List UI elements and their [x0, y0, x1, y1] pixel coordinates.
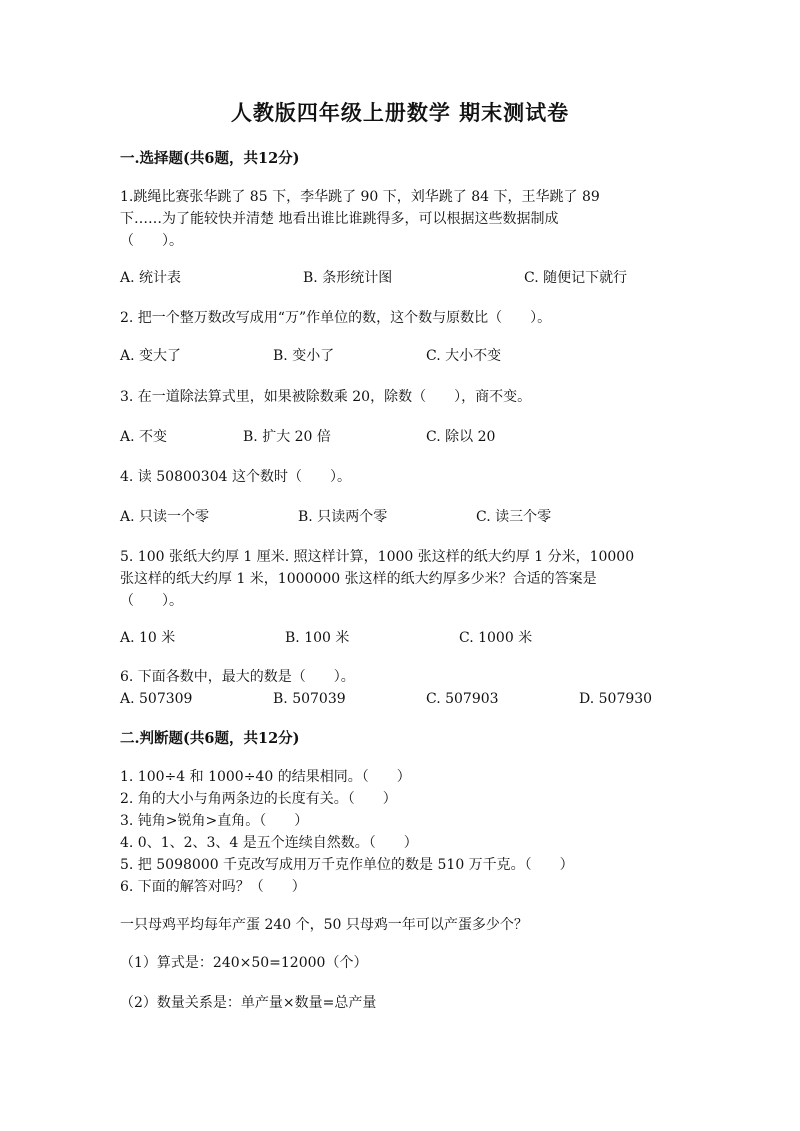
q4-option-c: C. 读三个零	[476, 509, 552, 525]
q1-line1: 1.跳绳比赛张华跳了 85 下，李华跳了 90 下，刘华跳了 84 下，王华跳了 89	[120, 189, 600, 205]
solution-step-1: （1）算式是：240×50=12000（个）	[120, 955, 368, 971]
judge-item-5: 5. 把 5098000 千克改写成用万千克作单位的数是 510 万千克。（ ）	[120, 857, 574, 873]
judge-item-6: 6. 下面的解答对吗？（ ）	[120, 879, 306, 895]
q5-line2: 张这样的纸大约厚 1 米，1000000 张这样的纸大约厚多少米？合适的答案是	[120, 571, 597, 587]
q2-line1: 2. 把一个整万数改写成用“万”作单位的数，这个数与原数比（ ）。	[120, 310, 552, 326]
section2-heading: 二.判断题(共6题，共12分)	[120, 730, 300, 747]
judge-item-1: 1. 100÷4 和 1000÷40 的结果相同。（ ）	[120, 769, 411, 785]
judge-item-2: 2. 角的大小与角两条边的长度有关。（ ）	[120, 791, 397, 807]
q2-option-c: C. 大小不变	[426, 348, 502, 364]
q1-line3: （ ）。	[120, 233, 183, 249]
q3-line1: 3. 在一道除法算式里，如果被除数乘 20，除数（ ），商不变。	[120, 389, 532, 405]
q4-option-b: B. 只读两个零	[298, 509, 388, 525]
section1-heading: 一.选择题(共6题，共12分)	[120, 150, 300, 167]
q5-line1: 5. 100 张纸大约厚 1 厘米. 照这样计算，1000 张这样的纸大约厚 1 分米，10000	[120, 549, 635, 565]
q5-line3: （ ）。	[120, 593, 183, 609]
q1-option-b: B. 条形统计图	[303, 270, 393, 286]
judge-item-3: 3. 钝角>锐角>直角。（ ）	[120, 813, 309, 829]
q1-line2: 下……为了能较快并清楚 地看出谁比谁跳得多，可以根据这些数据制成	[120, 211, 559, 227]
judge-item-4: 4. 0、1、2、3、4 是五个连续自然数。（ ）	[120, 835, 418, 851]
q3-option-b: B. 扩大 20 倍	[243, 429, 331, 445]
word-problem: 一只母鸡平均每年产蛋 240 个，50 只母鸡一年可以产蛋多少个？	[120, 917, 528, 933]
q6-option-a: A. 507309	[120, 691, 193, 707]
q2-option-a: A. 变大了	[120, 348, 182, 364]
q4-line1: 4. 读 50800304 这个数时（ ）。	[120, 469, 351, 485]
page-title: 人教版四年级上册数学 期末测试卷	[230, 100, 570, 125]
q5-option-a: A. 10 米	[120, 630, 176, 646]
q3-option-c: C. 除以 20	[426, 429, 496, 445]
q4-option-a: A. 只读一个零	[120, 509, 210, 525]
q6-option-c: C. 507903	[426, 691, 499, 707]
q5-option-b: B. 100 米	[285, 630, 350, 646]
q2-option-b: B. 变小了	[273, 348, 335, 364]
q5-option-c: C. 1000 米	[459, 630, 533, 646]
q6-line1: 6. 下面各数中，最大的数是（ ）。	[120, 669, 355, 685]
q3-option-a: A. 不变	[120, 429, 168, 445]
solution-step-2: （2）数量关系是：单产量×数量=总产量	[120, 995, 377, 1011]
q1-option-a: A. 统计表	[120, 270, 182, 286]
q6-option-b: B. 507039	[273, 691, 346, 707]
q1-option-c: C. 随便记下就行	[524, 270, 628, 286]
q6-option-d: D. 507930	[579, 691, 653, 707]
